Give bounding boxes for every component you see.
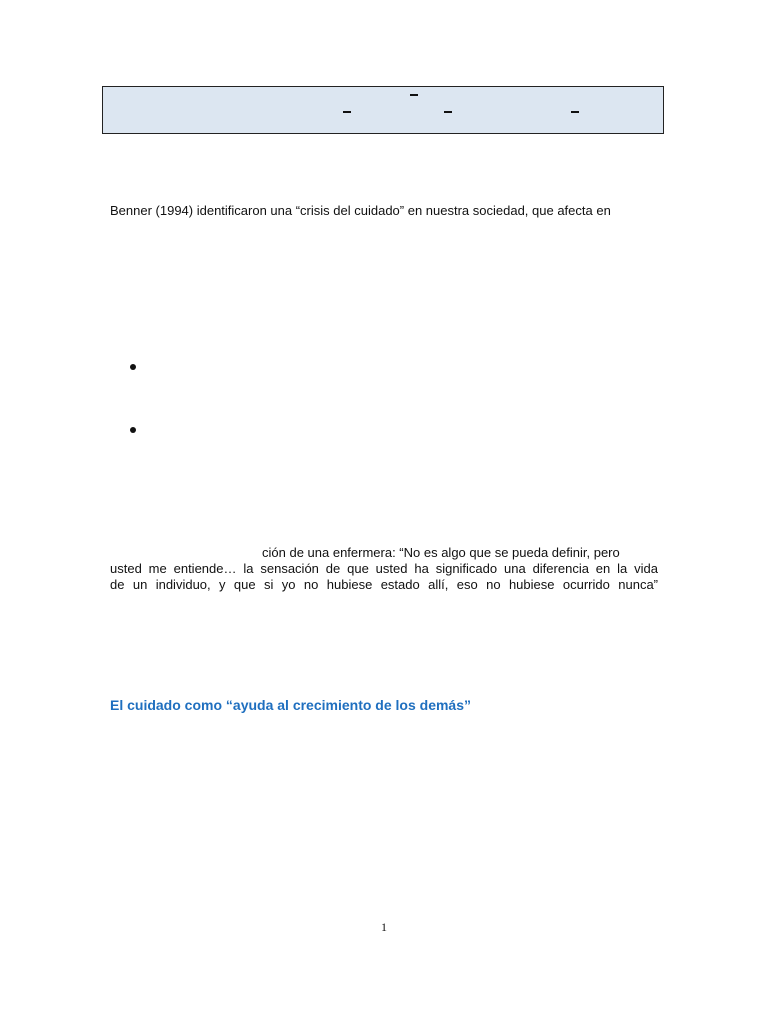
redacted-dash	[410, 94, 418, 96]
page-number: 1	[381, 920, 387, 934]
bullet-point	[130, 364, 136, 370]
quote-line-2: usted me entiende… la sensación de que usted ha significado una diferencia en la vida	[110, 561, 658, 576]
redacted-dash	[444, 111, 452, 113]
header-box	[102, 86, 664, 134]
redacted-dash	[571, 111, 579, 113]
section-heading: El cuidado como “ayuda al crecimiento de los demás”	[110, 697, 471, 713]
quote-line-1: ción de una enfermera: “No es algo que se pueda definir, pero	[262, 545, 620, 560]
quote-line-3: de un individuo, y que si yo no hubiese estado allí, eso no hubiese ocurrido nunca”	[110, 577, 658, 592]
redacted-dash	[343, 111, 351, 113]
bullet-point	[130, 427, 136, 433]
paragraph-benner: Benner (1994) identificaron una “crisis del cuidado” en nuestra sociedad, que afecta en	[110, 203, 611, 218]
